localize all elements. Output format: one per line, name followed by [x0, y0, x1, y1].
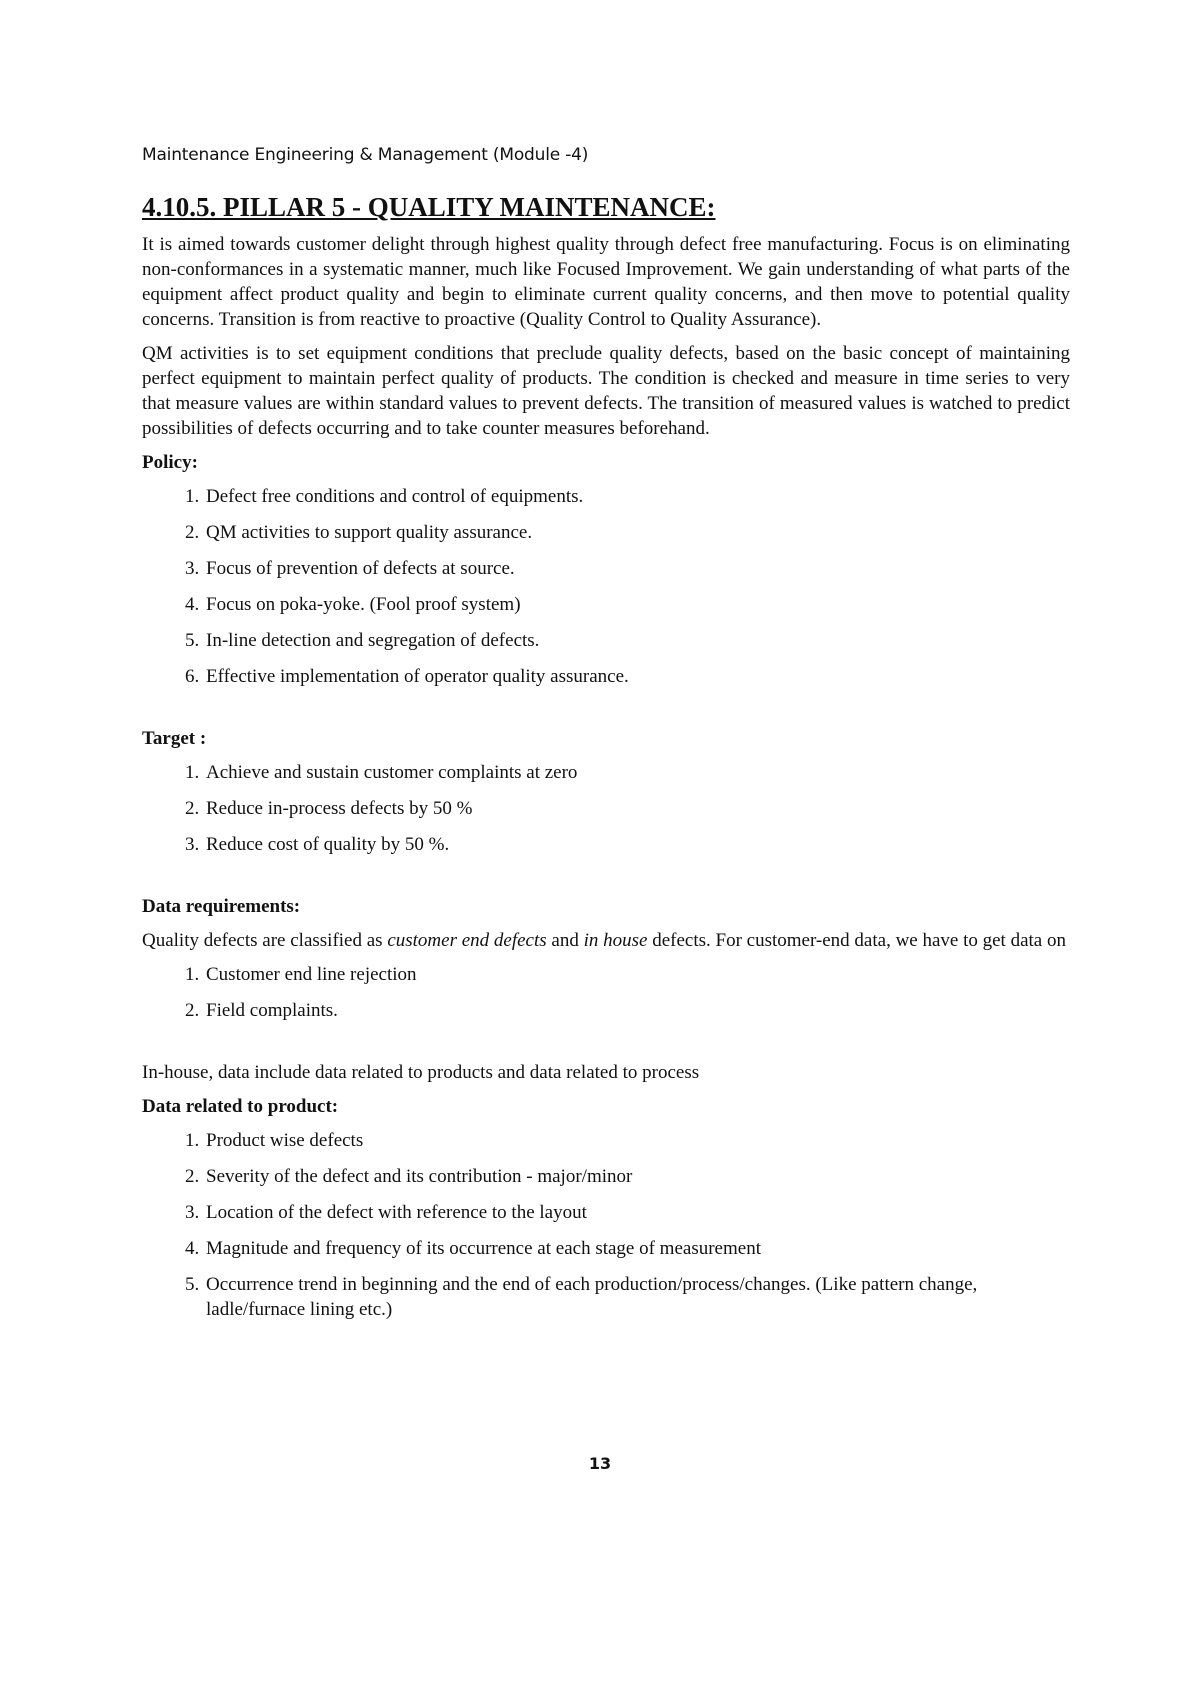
- spacer: [142, 700, 1070, 726]
- data-requirements-heading: Data requirements:: [142, 896, 301, 917]
- text-run: defects. For customer-end data, we have to get data on: [647, 930, 1066, 951]
- list-item: 2. Severity of the defect and its contribution - major/minor: [204, 1164, 1070, 1189]
- list-item: 5. Occurrence trend in beginning and the end of each production/process/changes. (Like pattern change, ladle/furnace lining etc.): [204, 1272, 1070, 1322]
- emphasis-text: customer end defects: [387, 930, 547, 951]
- running-header: Maintenance Engineering & Management (Module -4): [142, 145, 589, 165]
- text-run: and: [546, 930, 584, 951]
- list-item: 2. QM activities to support quality assurance.: [204, 520, 1070, 545]
- list-item: 3. Reduce cost of quality by 50 %.: [204, 832, 1070, 857]
- list-item: 3. Focus of prevention of defects at source.: [204, 556, 1070, 581]
- in-house-paragraph: In-house, data include data related to products and data related to process: [142, 1062, 700, 1083]
- intro-paragraph: It is aimed towards customer delight through highest quality through defect free manufacturing. Focus is on eliminating non-conformances in a systematic manner, much like Focused Improvement. We gain understanding of what parts of the equipment affect product quality and begin to eliminate current quality concerns, and then move to potential quality concerns. Transition is from reactive to proactive (Quality Control to Quality Assurance).: [142, 234, 1070, 330]
- list-item: 2. Reduce in-process defects by 50 %: [204, 796, 1070, 821]
- list-item: 6. Effective implementation of operator quality assurance.: [204, 664, 1070, 689]
- list-item: 2. Field complaints.: [204, 998, 1070, 1023]
- list-item: 5. In-line detection and segregation of defects.: [204, 628, 1070, 653]
- product-data-heading: Data related to product:: [142, 1096, 339, 1117]
- target-heading: Target :: [142, 728, 207, 749]
- spacer: [142, 1034, 1070, 1060]
- product-data-list: [142, 1128, 1070, 1322]
- data-requirements-paragraph: [142, 928, 1070, 953]
- page-number: 13: [588, 1454, 612, 1473]
- qm-activities-paragraph: QM activities is to set equipment conditions that preclude quality defects, based on the basic concept of maintaining perfect equipment to maintain perfect quality of products. The condition is checked and measure in time series to very that measure values are within standard values to prevent defects. The transition of measured values is watched to predict possibilities of defects occurring and to take counter measures beforehand.: [142, 343, 1070, 439]
- spacer: [142, 868, 1070, 894]
- list-item: 4. Focus on poka-yoke. (Fool proof system): [204, 592, 1070, 617]
- target-list: [142, 760, 1070, 857]
- list-item: 1. Achieve and sustain customer complaints at zero: [204, 760, 1070, 785]
- list-item: 4. Magnitude and frequency of its occurrence at each stage of measurement: [204, 1236, 1070, 1261]
- list-item: 1. Defect free conditions and control of equipments.: [204, 484, 1070, 509]
- emphasis-text: in house: [583, 930, 648, 951]
- list-item: 1. Product wise defects: [204, 1128, 1070, 1153]
- section-title: 4.10.5. PILLAR 5 - QUALITY MAINTENANCE:: [142, 192, 716, 222]
- list-item: 1. Customer end line rejection: [204, 962, 1070, 987]
- page-content: [142, 190, 1070, 1333]
- customer-data-list: [142, 962, 1070, 1023]
- policy-heading: Policy:: [142, 452, 198, 473]
- list-item: 3. Location of the defect with reference to the layout: [204, 1200, 1070, 1225]
- policy-list: [142, 484, 1070, 689]
- text-run: Quality defects are classified as: [142, 930, 388, 951]
